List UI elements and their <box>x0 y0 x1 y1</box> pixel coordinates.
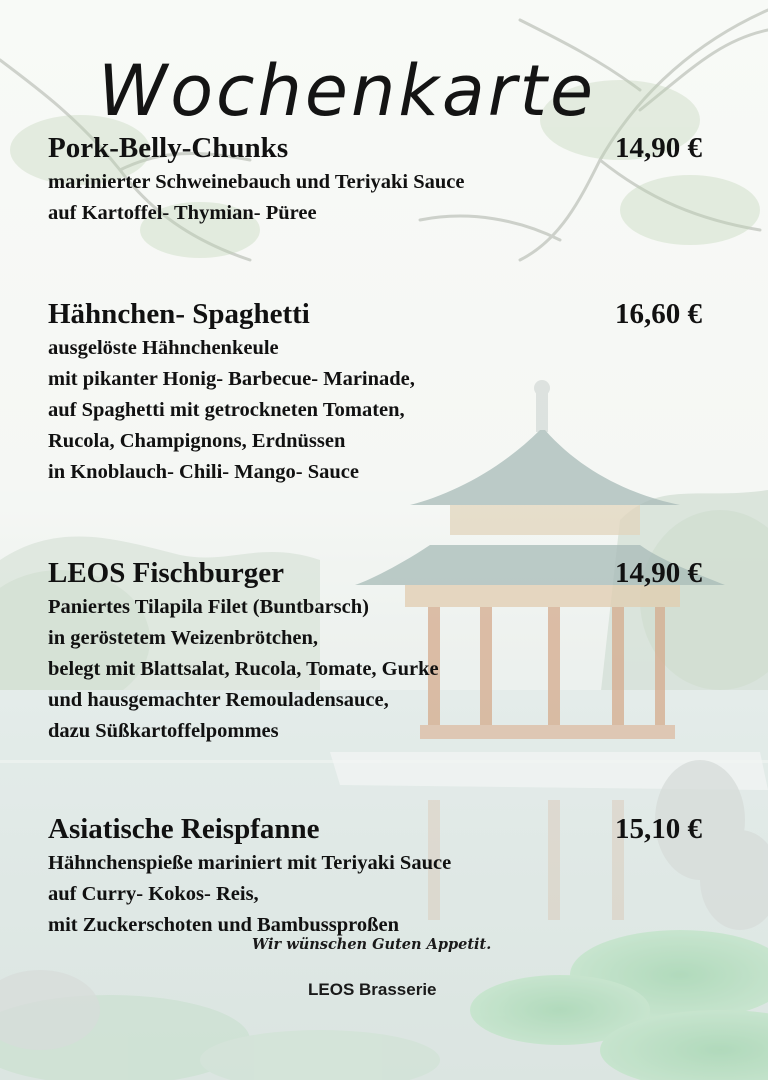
greeting-text: Wir wünschen Guten Appetit. <box>252 936 492 953</box>
brand-name: LEOS Brasserie <box>308 980 437 999</box>
dish-name: Asiatische Reispfanne <box>48 813 320 845</box>
dish-description <box>48 167 708 229</box>
description-line: Hähnchenspieße mariniert mit Teriyaki Sauce <box>48 852 452 874</box>
dish-description <box>48 333 708 488</box>
description-line: mit pikanter Honig- Barbecue- Marinade, <box>48 368 415 390</box>
description-line: dazu Süßkartoffelpommes <box>48 720 279 742</box>
dish-description <box>48 848 708 941</box>
dish-price: 15,10 € <box>615 813 702 845</box>
menu-title: Wochenkarte <box>98 50 597 132</box>
description-line: mit Zuckerschoten und Bambussproßen <box>48 914 400 936</box>
description-line: Paniertes Tilapila Filet (Buntbarsch) <box>48 596 369 618</box>
dish-asiatische-reispfanne <box>48 812 708 941</box>
description-line: ausgelöste Hähnchenkeule <box>48 337 279 359</box>
dish-pork-belly-chunks <box>48 131 708 229</box>
dish-name: Pork-Belly-Chunks <box>48 132 289 164</box>
description-line: belegt mit Blattsalat, Rucola, Tomate, Gurke <box>48 658 439 680</box>
description-line: marinierter Schweinebauch und Teriyaki Sauce <box>48 171 465 193</box>
description-line: Rucola, Champignons, Erdnüssen <box>48 430 346 452</box>
description-line: in geröstetem Weizenbrötchen, <box>48 627 319 649</box>
description-line: auf Curry- Kokos- Reis, <box>48 883 259 905</box>
dish-price: 14,90 € <box>615 132 702 164</box>
description-line: und hausgemachter Remouladensauce, <box>48 689 389 711</box>
description-line: in Knoblauch- Chili- Mango- Sauce <box>48 461 359 483</box>
dish-haehnchen-spaghetti <box>48 297 708 488</box>
description-line: auf Spaghetti mit getrockneten Tomaten, <box>48 399 405 421</box>
description-line: auf Kartoffel- Thymian- Püree <box>48 202 317 224</box>
dish-description <box>48 592 708 747</box>
dish-name: Hähnchen- Spaghetti <box>48 298 310 330</box>
dish-name: LEOS Fischburger <box>48 557 285 589</box>
dish-price: 14,90 € <box>615 557 702 589</box>
dish-leos-fischburger <box>48 556 708 747</box>
dish-price: 16,60 € <box>615 298 702 330</box>
